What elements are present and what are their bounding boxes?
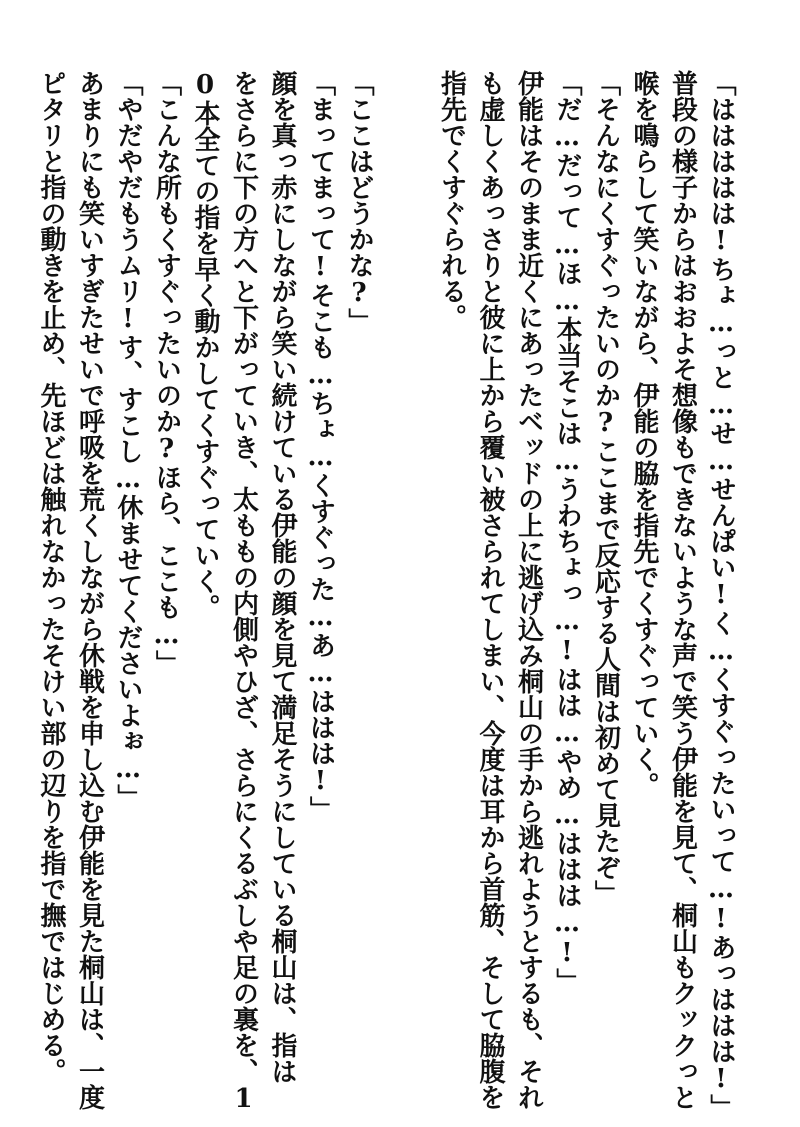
text-line: 指先でくすぐられる。 <box>436 70 467 330</box>
text-line: 「だ…だって…ほ…本当そこは…うわちょっ…!はは…やめ…ははは…!」 <box>552 70 582 994</box>
paragraph-gap <box>378 70 432 1060</box>
text-line: をさらに下の方へと下がっていき、太ももの内側やひざ、さらにくるぶしや足の裏を、1 <box>228 70 259 1114</box>
text-line: 「そんなにくすぐったいのか?ここまで反応する人間は初めて見たぞ」 <box>590 70 621 906</box>
text-line: 喉を鳴らして笑いながら、伊能の脇を指先でくすぐっていく。 <box>629 70 659 798</box>
text-line: 「ははははは!ちょ…っと…せ…せんぱい!く…くすぐったいって…!あっははは!」 <box>706 70 736 1120</box>
text-line: 普段の様子からはおおよそ想像もできないような声で笑う伊能を見て、桐山もクックっと <box>667 70 698 1110</box>
text-line: 「こんな所もくすぐったいのか?ほら、ここも…」 <box>151 70 182 676</box>
text-line: あまりにも笑いすぎたせいで呼吸を荒くしながら休戦を申し込む伊能を見た桐山は、一度 <box>74 70 105 1110</box>
text-line: 0本全ての指を早く動かしてくすぐっていく。 <box>190 70 220 620</box>
text-line: も虚しくあっさりと彼に上から覆い被さられてしまい、今度は耳から首筋、そして脇腹を <box>475 70 505 1110</box>
text-line: 「ここはどうかな?」 <box>344 70 374 334</box>
text-line: 「まってまって!そこも…ちょ…くすぐった…あ…ははは!」 <box>305 70 336 822</box>
text-line: 「やだやだもうムリ!す、すこし…休ませてくださいよぉ…」 <box>113 70 143 810</box>
text-line: 顔を真っ赤にしながら笑い続けている伊能の顔を見て満足そうにしている桐山は、指は <box>267 70 297 1084</box>
vertical-text-body <box>32 70 741 1120</box>
text-line: 伊能はそのまま近くにあったベッドの上に逃げ込み桐山の手から逃れようとするも、それ <box>513 70 544 1110</box>
text-line: ピタリと指の動きを止め、先ほどは触れなかったそけい部の辺りを指で撫ではじめる。 <box>36 70 66 1084</box>
